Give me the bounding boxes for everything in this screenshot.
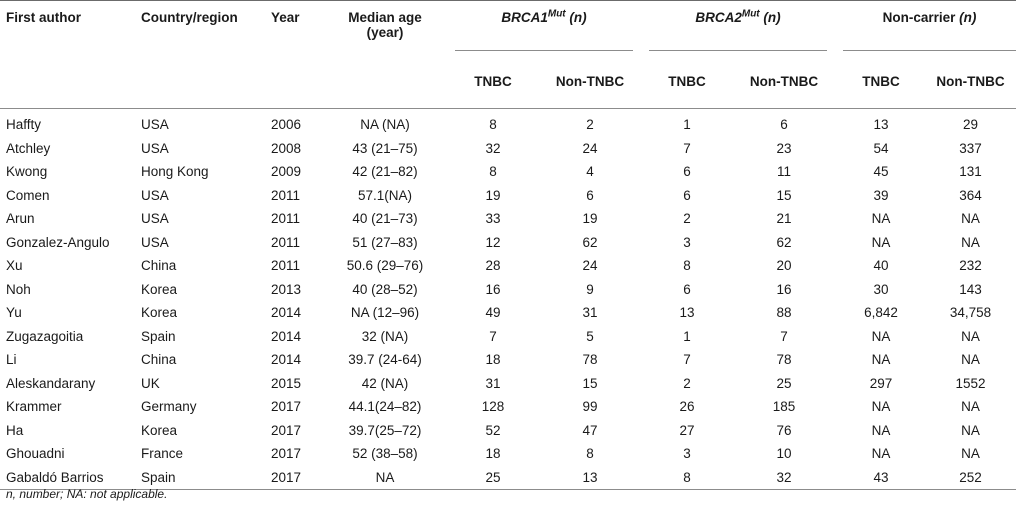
cell-noncarrier-non-tnbc: 364: [959, 187, 982, 203]
cell-noncarrier-tnbc: NA: [871, 352, 891, 367]
cell-brca1-non-tnbc: 2: [586, 117, 594, 132]
cell-brca1-non-tnbc: 13: [537, 466, 643, 490]
cell-brca2-non-tnbc: 78: [776, 352, 792, 367]
cell-brca1-tnbc: 28: [485, 258, 501, 273]
cell-brca2-non-tnbc: 20: [776, 258, 792, 273]
cell-noncarrier-tnbc: 6,842: [864, 305, 898, 320]
brca2-name: BRCA2: [695, 10, 742, 25]
cell-noncarrier-tnbc: 297: [869, 375, 893, 391]
cell-first-author: Ha: [6, 422, 24, 438]
noncarrier-n: (n): [959, 10, 977, 25]
cell-year: 2014: [271, 328, 302, 344]
cell-country: China: [141, 258, 177, 273]
cell-first-author: Arun: [6, 211, 35, 226]
cell-year: 2017: [265, 466, 321, 490]
cell-brca2-tnbc: 7: [683, 352, 691, 367]
cell-median-age: 39.7(25–72): [348, 422, 422, 438]
cell-brca2-tnbc: 7: [683, 140, 691, 156]
cell-brca1-non-tnbc: 5: [586, 328, 594, 344]
cell-brca1-tnbc: 33: [485, 211, 501, 226]
table-row: [0, 254, 1016, 278]
cell-year: 2011: [271, 187, 301, 203]
cell-noncarrier-non-tnbc: NA: [961, 352, 980, 367]
cell-country: Germany: [141, 399, 197, 414]
sub-brca2-tnbc: TNBC: [643, 55, 731, 109]
sub-brca1-tnbc: TNBC: [449, 55, 537, 109]
cell-first-author: Gabaldó Barrios: [0, 466, 135, 490]
cell-noncarrier-tnbc: 30: [873, 281, 889, 297]
cell-brca2-tnbc: 1: [683, 117, 691, 132]
cell-brca2-tnbc: 3: [683, 234, 691, 250]
sub-brca1-non-tnbc: Non-TNBC: [537, 55, 643, 109]
cell-noncarrier-non-tnbc: 34,758: [949, 305, 992, 320]
table-row: [0, 137, 1016, 161]
cell-brca1-non-tnbc: 15: [582, 375, 598, 391]
cell-year: 2015: [271, 375, 302, 391]
cell-first-author: Aleskandarany: [6, 375, 96, 391]
cell-brca1-tnbc: 18: [485, 352, 501, 367]
cell-first-author: Ghouadni: [6, 446, 65, 461]
cell-noncarrier-tnbc: NA: [871, 422, 891, 438]
cell-noncarrier-non-tnbc: NA: [961, 446, 980, 461]
cell-brca2-non-tnbc: 15: [776, 187, 792, 203]
cell-brca2-tnbc: 1: [683, 328, 691, 344]
cell-brca2-non-tnbc: 88: [776, 305, 792, 320]
cell-country: China: [141, 352, 177, 367]
cell-noncarrier-tnbc: 43: [837, 466, 925, 490]
cell-brca1-non-tnbc: 62: [582, 234, 598, 250]
cell-brca2-non-tnbc: 23: [776, 140, 792, 156]
cell-brca2-non-tnbc: 32: [731, 466, 837, 490]
noncarrier-name: Non-carrier: [882, 10, 956, 25]
cell-brca2-non-tnbc: 62: [776, 234, 792, 250]
cell-median-age: 40 (28–52): [352, 281, 418, 297]
cell-brca2-tnbc: 8: [683, 258, 691, 273]
cell-year: 2011: [271, 258, 301, 273]
cell-brca1-tnbc: 31: [485, 375, 501, 391]
cell-brca1-non-tnbc: 78: [582, 352, 598, 367]
cell-brca2-non-tnbc: 185: [772, 399, 796, 414]
cell-first-author: Xu: [6, 258, 23, 273]
cell-first-author: Comen: [6, 187, 50, 203]
cell-first-author: Krammer: [6, 399, 62, 414]
cell-first-author: Atchley: [6, 140, 51, 156]
cell-country: UK: [141, 375, 160, 391]
cell-brca1-tnbc: 7: [489, 328, 497, 344]
cell-median-age: NA (NA): [360, 117, 410, 132]
brca1-name: BRCA1: [501, 10, 548, 25]
cell-noncarrier-non-tnbc: 131: [959, 164, 982, 179]
cell-brca2-tnbc: 13: [679, 305, 695, 320]
cell-brca2-non-tnbc: 76: [776, 422, 792, 438]
table-row: [0, 231, 1016, 255]
median-age-line2: (year): [366, 25, 404, 40]
cell-noncarrier-non-tnbc: NA: [961, 328, 980, 344]
table-row: [0, 184, 1016, 208]
col-first-author: First author: [0, 1, 135, 109]
cell-first-author: Yu: [6, 305, 22, 320]
cell-first-author: Gonzalez-Angulo: [6, 234, 110, 250]
cell-brca1-tnbc: 25: [449, 466, 537, 490]
cell-brca1-non-tnbc: 6: [586, 187, 594, 203]
cell-noncarrier-non-tnbc: NA: [961, 399, 980, 414]
cell-country: Hong Kong: [141, 164, 209, 179]
cell-first-author: Kwong: [6, 164, 48, 179]
cell-first-author: Li: [6, 352, 17, 367]
brca2-n: (n): [763, 10, 781, 25]
cell-brca1-tnbc: 19: [485, 187, 501, 203]
cell-noncarrier-non-tnbc: NA: [961, 211, 980, 226]
cell-year: 2009: [271, 164, 302, 179]
cell-first-author: Noh: [6, 281, 31, 297]
cell-year: 2011: [271, 234, 301, 250]
cell-noncarrier-non-tnbc: 143: [959, 281, 982, 297]
cell-country: USA: [141, 187, 169, 203]
cell-country: USA: [141, 117, 169, 132]
cell-country: Korea: [141, 305, 178, 320]
cell-brca2-tnbc: 8: [643, 466, 731, 490]
cell-median-age: 50.6 (29–76): [346, 258, 424, 273]
cell-noncarrier-non-tnbc: 29: [962, 117, 979, 132]
table-footnote: n, number; NA: not applicable.: [6, 487, 168, 501]
cell-noncarrier-tnbc: 13: [873, 117, 889, 132]
table-row: [0, 160, 1016, 184]
cell-brca2-non-tnbc: 25: [776, 375, 792, 391]
table-row: [0, 442, 1016, 466]
cell-brca1-non-tnbc: 8: [586, 446, 594, 461]
cell-median-age: 57.1(NA): [357, 187, 413, 203]
cell-country: USA: [141, 140, 169, 156]
cell-brca1-tnbc: 52: [485, 422, 501, 438]
cell-year: 2017: [271, 422, 302, 438]
cell-median-age: 39.7 (24-64): [348, 352, 422, 367]
sub-noncarrier-tnbc: TNBC: [837, 55, 925, 109]
cell-brca2-tnbc: 6: [683, 281, 691, 297]
cell-brca1-non-tnbc: 47: [582, 422, 598, 438]
cell-year: 2013: [271, 281, 302, 297]
cell-year: 2006: [271, 117, 302, 132]
cell-median-age: 51 (27–83): [352, 234, 418, 250]
cell-first-author: Zugazagoitia: [6, 328, 84, 344]
median-age-line1: Median age: [348, 10, 422, 25]
cell-brca1-non-tnbc: 99: [582, 399, 598, 414]
cell-brca2-tnbc: 6: [683, 164, 691, 179]
group-noncarrier: [837, 1, 1016, 56]
cell-country: Korea: [141, 281, 178, 297]
cell-first-author: Haffty: [6, 117, 42, 132]
cell-median-age: 42 (NA): [361, 375, 409, 391]
cell-brca2-tnbc: 26: [679, 399, 695, 414]
cell-noncarrier-tnbc: 40: [873, 258, 889, 273]
cell-year: 2014: [271, 305, 302, 320]
cell-brca1-non-tnbc: 9: [586, 281, 594, 297]
cell-brca1-tnbc: 16: [485, 281, 501, 297]
table-row: [0, 372, 1016, 396]
cell-noncarrier-non-tnbc: 1552: [955, 375, 986, 391]
cell-country: Spain: [141, 328, 176, 344]
cell-brca1-non-tnbc: 31: [582, 305, 598, 320]
table-row: [0, 466, 1016, 490]
cell-brca1-tnbc: 8: [489, 117, 497, 132]
cell-noncarrier-non-tnbc: NA: [961, 422, 980, 438]
sub-brca2-non-tnbc: Non-TNBC: [731, 55, 837, 109]
cell-brca1-tnbc: 32: [485, 140, 501, 156]
col-country: Country/region: [135, 1, 265, 109]
cell-year: 2011: [271, 211, 301, 226]
cell-noncarrier-tnbc: 45: [873, 164, 889, 179]
group-brca1: [449, 1, 643, 56]
table-body: [0, 109, 1016, 490]
cell-noncarrier-tnbc: NA: [871, 328, 891, 344]
cell-noncarrier-tnbc: NA: [871, 446, 891, 461]
table-row: [0, 395, 1016, 419]
cell-noncarrier-tnbc: NA: [871, 399, 891, 414]
cell-median-age: 32 (NA): [361, 328, 409, 344]
cell-brca1-tnbc: 18: [485, 446, 501, 461]
cell-brca2-tnbc: 27: [679, 422, 695, 438]
cell-year: 2017: [271, 399, 302, 414]
table-row: [0, 348, 1016, 372]
brca1-n: (n): [569, 10, 587, 25]
cell-brca1-tnbc: 12: [485, 234, 501, 250]
cell-brca2-tnbc: 3: [683, 446, 691, 461]
cell-country: Korea: [141, 422, 178, 438]
cell-country: France: [141, 446, 184, 461]
cell-country: Spain: [135, 466, 265, 490]
cell-brca2-non-tnbc: 21: [776, 211, 792, 226]
table-row: [0, 419, 1016, 443]
cell-brca2-non-tnbc: 6: [780, 117, 788, 132]
cell-noncarrier-tnbc: NA: [871, 234, 891, 250]
cell-brca2-non-tnbc: 7: [780, 328, 788, 344]
cell-median-age: NA: [321, 466, 449, 490]
table-row: [0, 109, 1016, 137]
cell-median-age: NA (12–96): [350, 305, 420, 320]
cell-brca1-non-tnbc: 24: [582, 258, 598, 273]
cell-year: 2008: [271, 140, 302, 156]
cell-median-age: 40 (21–73): [352, 211, 418, 226]
cell-median-age: 42 (21–82): [352, 164, 418, 179]
cell-brca2-non-tnbc: 11: [776, 164, 791, 179]
cell-median-age: 52 (38–58): [352, 446, 418, 461]
cell-year: 2017: [271, 446, 302, 461]
table-row: [0, 278, 1016, 302]
cell-brca2-non-tnbc: 10: [776, 446, 792, 461]
cell-noncarrier-non-tnbc: 252: [925, 466, 1016, 490]
cell-brca1-tnbc: 8: [489, 164, 497, 179]
cell-noncarrier-tnbc: NA: [871, 211, 891, 226]
cell-brca1-non-tnbc: 19: [582, 211, 598, 226]
table-row: [0, 207, 1016, 231]
cell-noncarrier-tnbc: 39: [873, 187, 889, 203]
cell-year: 2014: [271, 352, 302, 367]
cell-brca1-tnbc: 128: [481, 399, 505, 414]
cell-brca1-non-tnbc: 24: [582, 140, 598, 156]
cell-brca2-tnbc: 2: [683, 211, 691, 226]
cell-noncarrier-non-tnbc: 232: [959, 258, 982, 273]
cell-brca2-tnbc: 2: [683, 375, 691, 391]
col-year: Year: [265, 1, 321, 109]
cell-country: USA: [141, 211, 169, 226]
cell-noncarrier-non-tnbc: NA: [961, 234, 980, 250]
cell-brca2-tnbc: 6: [683, 187, 691, 203]
brca1-sup: Mut: [547, 8, 566, 20]
cell-noncarrier-tnbc: 54: [873, 140, 889, 156]
sub-noncarrier-non-tnbc: Non-TNBC: [925, 55, 1016, 109]
cell-median-age: 44.1(24–82): [348, 399, 422, 414]
table-row: [0, 325, 1016, 349]
table-row: [0, 301, 1016, 325]
cell-brca1-tnbc: 49: [485, 305, 501, 320]
cell-country: USA: [141, 234, 169, 250]
cell-noncarrier-non-tnbc: 337: [959, 140, 982, 156]
col-median-age: [321, 1, 449, 109]
brca2-sup: Mut: [741, 8, 760, 20]
cell-brca1-non-tnbc: 4: [586, 164, 594, 179]
table-header: [0, 1, 1016, 109]
cell-median-age: 43 (21–75): [352, 140, 418, 156]
cell-brca2-non-tnbc: 16: [776, 281, 792, 297]
group-brca2: [643, 1, 837, 56]
